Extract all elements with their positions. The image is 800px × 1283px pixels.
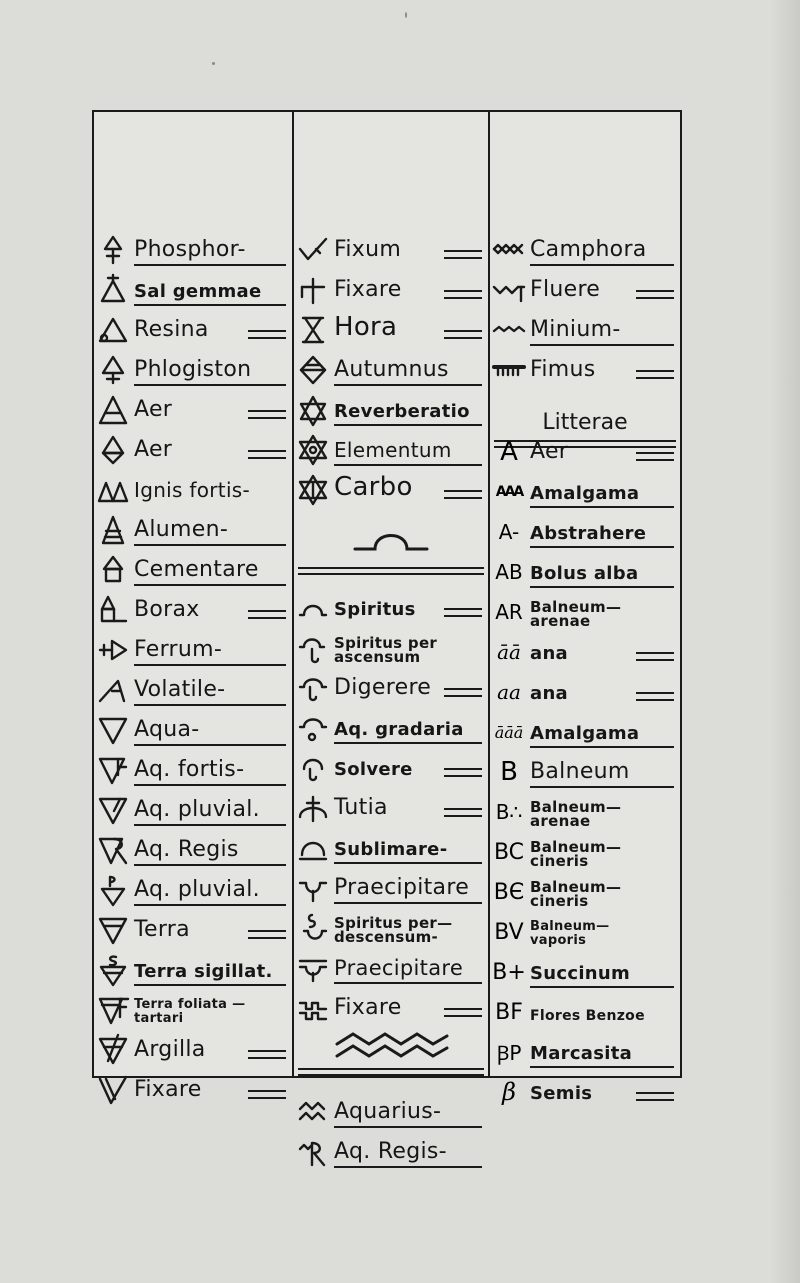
argilla-icon: [94, 1030, 132, 1070]
list-item: AAA Amalgama: [490, 472, 680, 512]
ferrum-icon: [94, 630, 132, 670]
letter-symbol: BC: [493, 839, 525, 865]
camphora-icon: [490, 230, 528, 270]
spiritus-descensum-icon: [294, 908, 332, 948]
ignis-fortis-icon: [94, 470, 132, 510]
list-item: Hora: [294, 310, 488, 350]
list-item: Argilla: [94, 1030, 292, 1070]
column-1: [94, 112, 294, 1102]
list-item: Praecipitare: [294, 868, 488, 908]
paper-speck: [405, 12, 407, 18]
fixare-cross-icon: [294, 270, 332, 310]
list-item: Carbo: [294, 470, 488, 510]
list-item: Fixare: [294, 988, 488, 1028]
section-rule: [298, 567, 484, 575]
list-item: Fixare: [94, 1070, 292, 1110]
list-item: Resina: [94, 310, 292, 350]
list-item: Volatile-: [94, 670, 292, 710]
sublimare-icon: [294, 828, 332, 868]
list-item: Aquarius-: [294, 1092, 488, 1132]
column-2: [294, 112, 490, 1164]
list-item: BF Flores Benzoe: [490, 992, 680, 1032]
list-item: B∴ Balneum— arenae: [490, 792, 680, 832]
list-item: ꞴP Marcasita: [490, 1032, 680, 1072]
list-item: Tutia: [294, 788, 488, 828]
list-item: Autumnus: [294, 350, 488, 390]
list-item: Sublimare-: [294, 828, 488, 868]
list-item: Camphora: [490, 230, 680, 270]
carbo-icon: [294, 470, 332, 510]
list-item: Aq. Regis: [94, 830, 292, 870]
letter-symbol: B∴: [495, 800, 523, 824]
tutia-icon: [294, 788, 332, 828]
list-item: Fixare: [294, 270, 488, 310]
section-heading-litterae: Litterae: [542, 410, 628, 435]
fixare-icon: [94, 1070, 132, 1110]
list-item: Sal gemmae: [94, 270, 292, 310]
praecipitare-icon: [294, 868, 332, 908]
volatile-icon: [94, 670, 132, 710]
page-edge-shadow: [770, 0, 800, 1283]
aquarius-wave-symbol: [294, 1032, 488, 1060]
minium-icon: [490, 310, 528, 350]
list-item: Terra foliata — tartari: [94, 990, 292, 1030]
hora-icon: [294, 310, 332, 350]
column-3: [490, 112, 680, 1106]
letter-symbol: āāā: [494, 722, 524, 742]
alchemical-symbols-table: [92, 110, 682, 1164]
list-item: Ignis fortis-: [94, 470, 292, 510]
list-item: Solvere: [294, 748, 488, 788]
list-item: Phlogiston: [94, 350, 292, 390]
resina-icon: [94, 310, 132, 350]
list-item: Aqua-: [94, 710, 292, 750]
letter-symbol: BЄ: [493, 879, 525, 905]
autumnus-icon: [294, 350, 332, 390]
terra-icon: [94, 910, 132, 950]
spiritus-ascensum-icon: [294, 628, 332, 668]
letter-symbol: AB: [495, 560, 523, 584]
list-item: Aer: [94, 390, 292, 430]
list-item: Aq. gradaria: [294, 708, 488, 748]
fluere-icon: [490, 270, 528, 310]
aquarius-icon: [294, 1092, 332, 1132]
spiritus-icon: [294, 588, 332, 628]
letter-symbol: β: [502, 1078, 516, 1106]
letter-symbol: AAA: [495, 484, 523, 500]
list-item: BЄ Balneum— cineris: [490, 872, 680, 912]
list-item: Aq. fortis-: [94, 750, 292, 790]
list-item: β Semis: [490, 1072, 680, 1112]
list-item: aa ana: [490, 672, 680, 712]
letter-symbol: BF: [495, 999, 523, 1025]
list-item: AB Bolus alba: [490, 552, 680, 592]
list-item: B+ Succinum: [490, 952, 680, 992]
letter-symbol: BV: [494, 919, 524, 945]
letter-symbol: B+: [492, 959, 526, 985]
phlogiston-icon: [94, 350, 132, 390]
list-item: Ferrum-: [94, 630, 292, 670]
cementare-icon: [94, 550, 132, 590]
letter-symbol: aa: [497, 680, 521, 704]
list-item: Digerere: [294, 668, 488, 708]
list-item: Fixum: [294, 230, 488, 270]
list-item: Terra sigillat.: [94, 950, 292, 990]
list-item: Spiritus per ascensum: [294, 628, 488, 668]
aq-pluvial-icon: [94, 790, 132, 830]
paper-speck: [212, 62, 215, 65]
borax-icon: [94, 590, 132, 630]
letter-symbol: AR: [495, 600, 523, 624]
list-item: Aq. Regis-: [294, 1132, 488, 1172]
list-item: BV Balneum— vaporis: [490, 912, 680, 952]
list-item: AR Balneum— arenae: [490, 592, 680, 632]
digerere-icon: [294, 668, 332, 708]
list-item: A Aer: [490, 432, 680, 472]
letter-symbol: B: [500, 757, 518, 787]
section-rule: [298, 1068, 484, 1076]
list-item: Fluere: [490, 270, 680, 310]
elementum-icon: [294, 430, 332, 470]
fixum-icon: [294, 230, 332, 270]
aq-regis-wave-icon: [294, 1132, 332, 1172]
list-item: Praecipitare: [294, 948, 488, 988]
wave-divider: [294, 527, 488, 553]
aer-icon: [94, 390, 132, 430]
aqua-icon: [94, 710, 132, 750]
aq-regis-icon: [94, 830, 132, 870]
letter-symbol: A: [500, 437, 518, 467]
letter-symbol: āā: [497, 640, 521, 664]
list-item: Cementare: [94, 550, 292, 590]
praecipitare-alt-icon: [294, 948, 332, 988]
fimus-icon: [490, 350, 528, 390]
list-item: Aq. pluvial.: [94, 790, 292, 830]
letter-symbol: ꞴP: [496, 1040, 522, 1065]
aq-fortis-icon: [94, 750, 132, 790]
list-item: Aer: [94, 430, 292, 470]
alumen-icon: [94, 510, 132, 550]
aq-gradaria-icon: [294, 708, 332, 748]
list-item: Reverberatio: [294, 390, 488, 430]
list-item: Fimus: [490, 350, 680, 390]
list-item: Aq. pluvial.: [94, 870, 292, 910]
solvere-icon: [294, 748, 332, 788]
list-item: Elementum: [294, 430, 488, 470]
letter-symbol: A-: [498, 520, 520, 544]
reverberatio-icon: [294, 390, 332, 430]
fixare-wave-icon: [294, 988, 332, 1028]
list-item: Phosphor-: [94, 230, 292, 270]
terra-sigillat-icon: [94, 950, 132, 990]
list-item: āāā Amalgama: [490, 712, 680, 752]
list-item: Minium-: [490, 310, 680, 350]
terra-foliata-icon: [94, 990, 132, 1030]
list-item: BC Balneum— cineris: [490, 832, 680, 872]
list-item: A- Abstrahere: [490, 512, 680, 552]
list-item: Alumen-: [94, 510, 292, 550]
list-item: āā ana: [490, 632, 680, 672]
list-item: Borax: [94, 590, 292, 630]
list-item: Terra: [94, 910, 292, 950]
aer-alt-icon: [94, 430, 132, 470]
sal-gemmae-icon: [94, 270, 132, 310]
list-item: Spiritus per— descensum-: [294, 908, 488, 948]
list-item: Spiritus: [294, 588, 488, 628]
aq-pluvial-alt-icon: [94, 870, 132, 910]
list-item: B Balneum: [490, 752, 680, 792]
phosphorus-icon: [94, 230, 132, 270]
